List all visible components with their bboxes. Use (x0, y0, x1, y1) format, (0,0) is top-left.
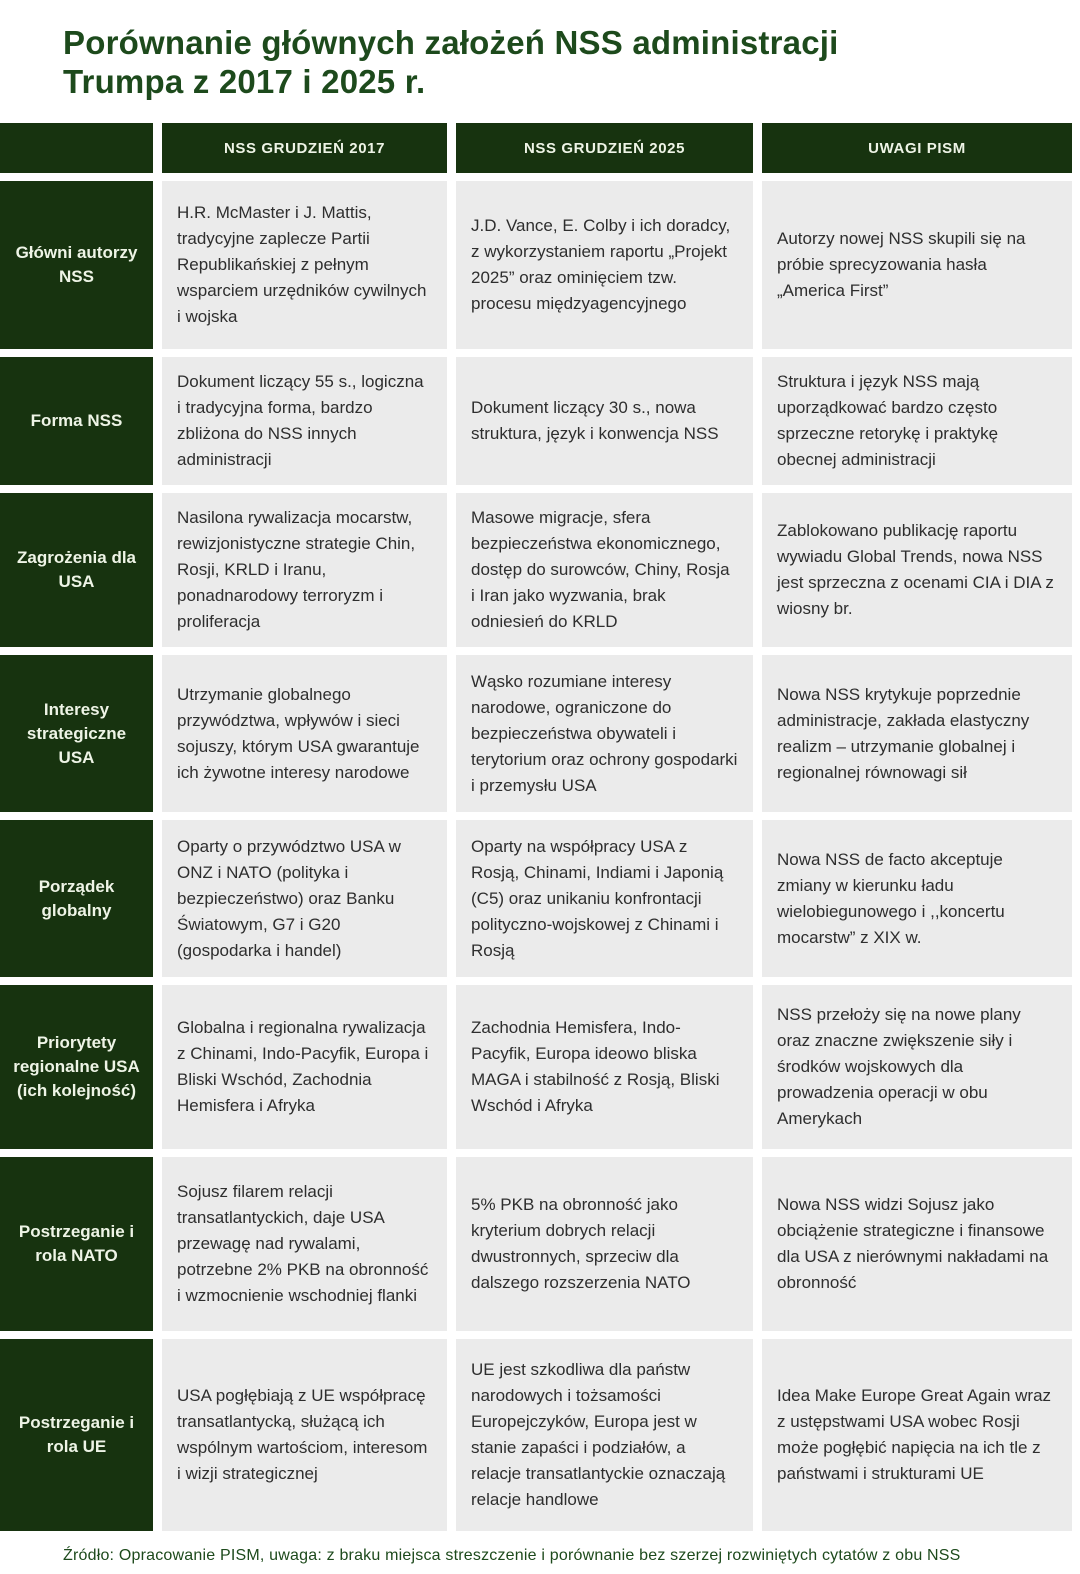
page-title: Porównanie głównych założeń NSS administracji Trumpa z 2017 i 2025 r. (63, 24, 839, 100)
cell-nss-2017: Utrzymanie globalnego przywództwa, wpływów i sieci sojuszy, którym USA gwarantuje ich żywotne interesy narodowe (162, 655, 447, 812)
cell-uwagi-pism: Struktura i język NSS mają uporządkować bardzo często sprzeczne retorykę i praktykę obecnej administracji (762, 357, 1072, 485)
row-header: Główni autorzy NSS (0, 181, 153, 349)
cell-nss-2017: Sojusz filarem relacji transatlantyckich, daje USA przewagę nad rywalami, potrzebne 2% PKB na obronność i wzmocnienie wschodniej flanki (162, 1157, 447, 1331)
cell-nss-2017: H.R. McMaster i J. Mattis, tradycyjne zaplecze Partii Republikańskiej z pełnym wsparciem urzędników cywilnych i wojska (162, 181, 447, 349)
cell-nss-2025: Dokument liczący 30 s., nowa struktura, język i konwencja NSS (456, 357, 753, 485)
cell-nss-2017: USA pogłębiają z UE współpracę transatlantycką, służącą ich wspólnym wartościom, interesom i wizji strategicznej (162, 1339, 447, 1531)
cell-nss-2025: 5% PKB na obronność jako kryterium dobrych relacji dwustronnych, sprzeciw dla dalszego rozszerzenia NATO (456, 1157, 753, 1331)
cell-uwagi-pism: Nowa NSS widzi Sojusz jako obciążenie strategiczne i finansowe dla USA z nierównymi nakładami na obronność (762, 1157, 1072, 1331)
cell-nss-2025: Oparty na współpracy USA z Rosją, Chinami, Indiami i Japonią (C5) oraz unikaniu konfrontacji polityczno-wojskowej z Chinami i Rosją (456, 820, 753, 977)
row-header: Interesy strategiczne USA (0, 655, 153, 812)
cell-uwagi-pism: Nowa NSS de facto akceptuje zmiany w kierunku ładu wielobiegunowego i ,,koncertu mocarstw” z XIX w. (762, 820, 1072, 977)
row-header: Postrzeganie i rola UE (0, 1339, 153, 1531)
cell-uwagi-pism: Idea Make Europe Great Again wraz z ustępstwami USA wobec Rosji może pogłębić napięcia na ich tle z państwami i strukturami UE (762, 1339, 1072, 1531)
cell-nss-2025: Masowe migracje, sfera bezpieczeństwa ekonomicznego, dostęp do surowców, Chiny, Rosja i Iran jako wyzwania, brak odniesień do KRLD (456, 493, 753, 647)
row-header: Zagrożenia dla USA (0, 493, 153, 647)
row-header: Porządek globalny (0, 820, 153, 977)
cell-nss-2025: UE jest szkodliwa dla państw narodowych i tożsamości Europejczyków, Europa jest w stanie zapaści i podziałów, a relacje transatlantyckie oznaczają relacje handlowe (456, 1339, 753, 1531)
column-header-uwagi-pism: UWAGI PISM (762, 123, 1072, 173)
row-header: Forma NSS (0, 357, 153, 485)
cell-nss-2017: Nasilona rywalizacja mocarstw, rewizjonistyczne strategie Chin, Rosji, KRLD i Iranu, ponadnarodowy terroryzm i proliferacja (162, 493, 447, 647)
corner-cell (0, 123, 153, 173)
cell-uwagi-pism: Zablokowano publikację raportu wywiadu Global Trends, nowa NSS jest sprzeczna z ocenami CIA i DIA z wiosny br. (762, 493, 1072, 647)
source-note: Źródło: Opracowanie PISM, uwaga: z braku miejsca streszczenie i porównanie bez szerzej rozwiniętych cytatów z obu NSS (63, 1547, 961, 1565)
cell-nss-2017: Oparty o przywództwo USA w ONZ i NATO (polityka i bezpieczeństwo) oraz Banku Światowym, G7 i G20 (gospodarka i handel) (162, 820, 447, 977)
cell-uwagi-pism: Nowa NSS krytykuje poprzednie administracje, zakłada elastyczny realizm – utrzymanie globalnej i regionalnej równowagi sił (762, 655, 1072, 812)
cell-nss-2025: J.D. Vance, E. Colby i ich doradcy, z wykorzystaniem raportu „Projekt 2025” oraz ominięciem tzw. procesu międzyagencyjnego (456, 181, 753, 349)
cell-nss-2017: Dokument liczący 55 s., logiczna i tradycyjna forma, bardzo zbliżona do NSS innych administracji (162, 357, 447, 485)
row-header: Postrzeganie i rola NATO (0, 1157, 153, 1331)
row-header: Priorytety regionalne USA (ich kolejność) (0, 985, 153, 1149)
cell-nss-2025: Wąsko rozumiane interesy narodowe, ograniczone do bezpieczeństwa obywateli i terytorium oraz ochrony gospodarki i przemysłu USA (456, 655, 753, 812)
cell-nss-2025: Zachodnia Hemisfera, Indo-Pacyfik, Europa ideowo bliska MAGA i stabilność z Rosją, Bliski Wschód i Afryka (456, 985, 753, 1149)
comparison-table (0, 123, 1072, 1531)
cell-nss-2017: Globalna i regionalna rywalizacja z Chinami, Indo-Pacyfik, Europa i Bliski Wschód, Zachodnia Hemisfera i Afryka (162, 985, 447, 1149)
column-header-nss-2025: NSS GRUDZIEŃ 2025 (456, 123, 753, 173)
cell-uwagi-pism: Autorzy nowej NSS skupili się na próbie sprecyzowania hasła „America First” (762, 181, 1072, 349)
column-header-nss-2017: NSS GRUDZIEŃ 2017 (162, 123, 447, 173)
cell-uwagi-pism: NSS przełoży się na nowe plany oraz znaczne zwiększenie siły i środków wojskowych dla prowadzenia operacji w obu Amerykach (762, 985, 1072, 1149)
